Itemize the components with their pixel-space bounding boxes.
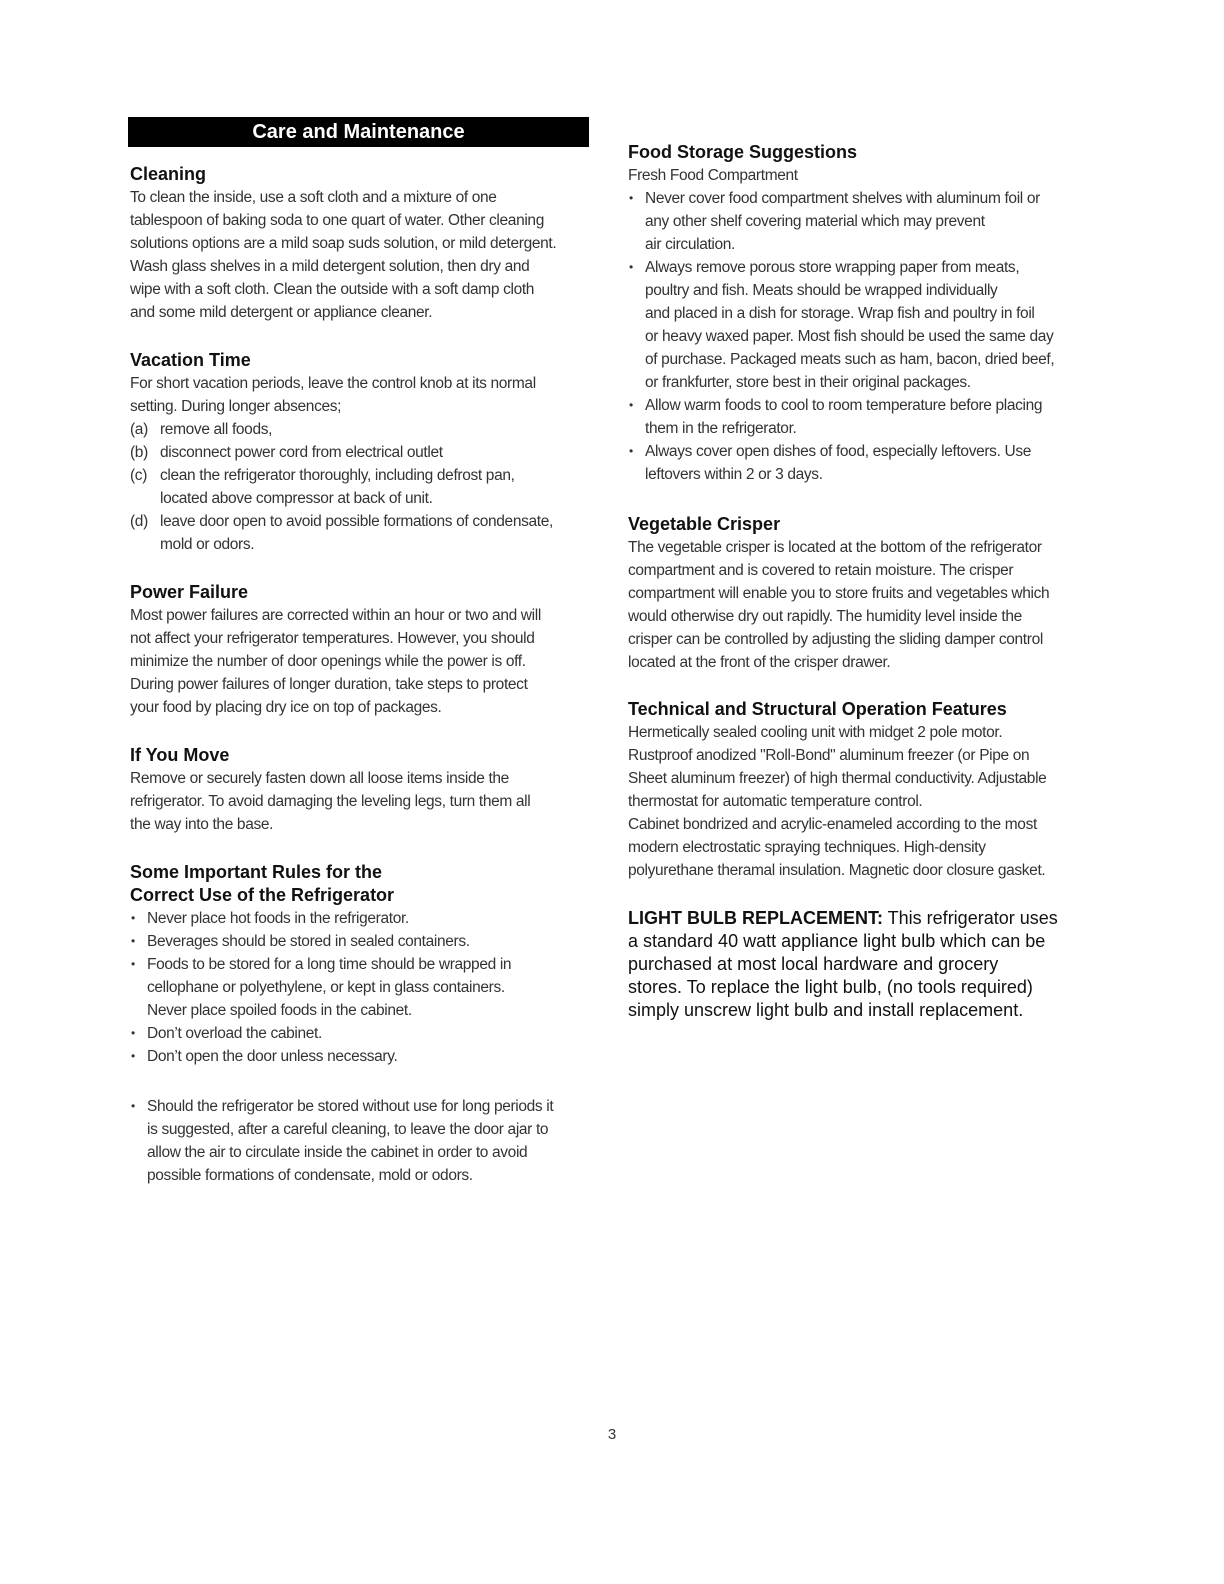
text-line: solutions options are a mild soap suds solution, or mild detergent.: [130, 235, 557, 252]
list-item: (a) remove all foods,: [130, 421, 273, 438]
bullet-item: • Don’t open the door unless necessary.: [130, 1045, 511, 1068]
text-line: This refrigerator uses: [883, 908, 1058, 928]
crisper-text: [628, 536, 1049, 674]
bullet-item: • Never place hot foods in the refrigerator.: [130, 907, 511, 930]
technical-text: [628, 721, 1046, 882]
text-line: purchased at most local hardware and grocery: [628, 954, 999, 974]
bullet-item: • Allow warm foods to cool to room temperature before placing them in the refrigerator.: [628, 394, 1054, 440]
cleaning-heading: Cleaning: [130, 164, 207, 184]
storage-note: [130, 1095, 553, 1187]
rules-list: [130, 907, 511, 1068]
text-line: Hermetically sealed cooling unit with midget 2 pole motor.: [628, 724, 1003, 741]
text-line: refrigerator. To avoid damaging the leveling legs, turn them all: [130, 793, 531, 810]
storage-text: [628, 164, 1054, 486]
text-line: modern electrostatic spraying techniques. High-density: [628, 839, 986, 856]
list-item: (b) disconnect power cord from electrical outlet: [130, 444, 443, 461]
bullet-item: • Always remove porous store wrapping paper from meats, poultry and fish. Meats should be wrapped individually and placed in a dish for storage. Wrap fish and poultry in foil or heavy waxed paper. Most fish should be used the same day of purchase. Packaged meats such as ham, bacon, dried beef, or frankfurter, store best in their original packages.: [628, 256, 1054, 394]
text-line: wipe with a soft cloth. Clean the outside with a soft damp cloth: [130, 281, 535, 298]
bullet-item: • Always cover open dishes of food, especially leftovers. Use leftovers within 2 or 3 days.: [628, 440, 1054, 486]
power-text: [130, 604, 541, 719]
text-line: Most power failures are corrected within an hour or two and will: [130, 607, 541, 624]
text-line: Sheet aluminum freezer) of high thermal conductivity. Adjustable: [628, 770, 1047, 787]
text-line: the way into the base.: [130, 816, 274, 833]
text-line: minimize the number of door openings while the power is off.: [130, 653, 526, 670]
power-section: [130, 581, 541, 719]
text-line: setting. During longer absences;: [130, 398, 342, 415]
text-line: a standard 40 watt appliance light bulb which can be: [628, 931, 1046, 951]
text-line: polyurethane theramal insulation. Magnetic door closure gasket.: [628, 862, 1046, 879]
power-heading: Power Failure: [130, 582, 249, 602]
section-banner: Care and Maintenance: [128, 117, 589, 147]
bullet-item: • Never cover food compartment shelves with aluminum foil or any other shelf covering material which may prevent air circulation.: [628, 187, 1054, 256]
text-line: compartment and is covered to retain moisture. The crisper: [628, 562, 1014, 579]
technical-section: [628, 698, 1046, 882]
text-line: not affect your refrigerator temperatures. However, you should: [130, 630, 535, 647]
bullet-item: • Should the refrigerator be stored without use for long periods it is suggested, after a careful cleaning, to leave the door ajar to allow the air to circulate inside the cabinet in order to avoid possible formations of condensate, mold or odors.: [130, 1095, 553, 1187]
move-text: [130, 767, 530, 836]
text-line: compartment will enable you to store fruits and vegetables which: [628, 585, 1050, 602]
move-heading: If You Move: [130, 745, 230, 765]
text-line: stores. To replace the light bulb, (no tools required): [628, 977, 1033, 997]
text-line: tablespoon of baking soda to one quart of water. Other cleaning: [130, 212, 544, 229]
text-line: Rustproof anodized "Roll-Bond" aluminum freezer (or Pipe on: [628, 747, 1030, 764]
storage-section: [628, 141, 1054, 486]
technical-heading: Technical and Structural Operation Features: [628, 699, 1007, 719]
text-line: would otherwise dry out rapidly. The humidity level inside the: [628, 608, 1022, 625]
bullet-item: • Foods to be stored for a long time should be wrapped in cellophane or polyethylene, or kept in glass containers. Never place spoiled foods in the cabinet.: [130, 953, 511, 1022]
rules-heading-2: Correct Use of the Refrigerator: [130, 885, 395, 905]
bullet-item: • Don’t overload the cabinet.: [130, 1022, 511, 1045]
text-line: and some mild detergent or appliance cleaner.: [130, 304, 433, 321]
text-line: To clean the inside, use a soft cloth and a mixture of one: [130, 189, 497, 206]
list-item: (d) leave door open to avoid possible formations of condensate, mold or odors.: [130, 513, 553, 553]
text-line: crisper can be controlled by adjusting the sliding damper control: [628, 631, 1043, 648]
storage-subheading: Fresh Food Compartment: [628, 167, 798, 184]
crisper-heading: Vegetable Crisper: [628, 514, 781, 534]
bullet-item: • Beverages should be stored in sealed containers.: [130, 930, 511, 953]
text-line: For short vacation periods, leave the control knob at its normal: [130, 375, 536, 392]
text-line: Wash glass shelves in a mild detergent solution, then dry and: [130, 258, 530, 275]
storage-heading: Food Storage Suggestions: [628, 142, 858, 162]
text-line: During power failures of longer duration, take steps to protect: [130, 676, 528, 693]
text-line: thermostat for automatic temperature control.: [628, 793, 923, 810]
cleaning-section: [130, 163, 556, 324]
move-section: [130, 744, 530, 836]
cleaning-text: [130, 186, 556, 324]
text-line: your food by placing dry ice on top of packages.: [130, 699, 442, 716]
vacation-section: [130, 349, 553, 556]
light-bulb-label: LIGHT BULB REPLACEMENT:: [628, 908, 883, 928]
vacation-heading: Vacation Time: [130, 350, 251, 370]
rules-heading: Some Important Rules for the: [130, 862, 383, 882]
text-line: Cabinet bondrized and acrylic-enameled according to the most: [628, 816, 1037, 833]
text-line: located at the front of the crisper drawer.: [628, 654, 891, 671]
text-line: simply unscrew light bulb and install replacement.: [628, 1000, 1024, 1020]
vacation-text: [130, 372, 553, 556]
rules-section: [130, 861, 511, 1068]
list-item: (c) clean the refrigerator thoroughly, including defrost pan, located above compressor at back of unit.: [130, 467, 515, 507]
text-line: The vegetable crisper is located at the bottom of the refrigerator: [628, 539, 1042, 556]
crisper-section: [628, 513, 1049, 674]
light-bulb-section: [628, 907, 1058, 1022]
page-number: 3: [607, 1426, 617, 1443]
text-line: Remove or securely fasten down all loose items inside the: [130, 770, 509, 787]
